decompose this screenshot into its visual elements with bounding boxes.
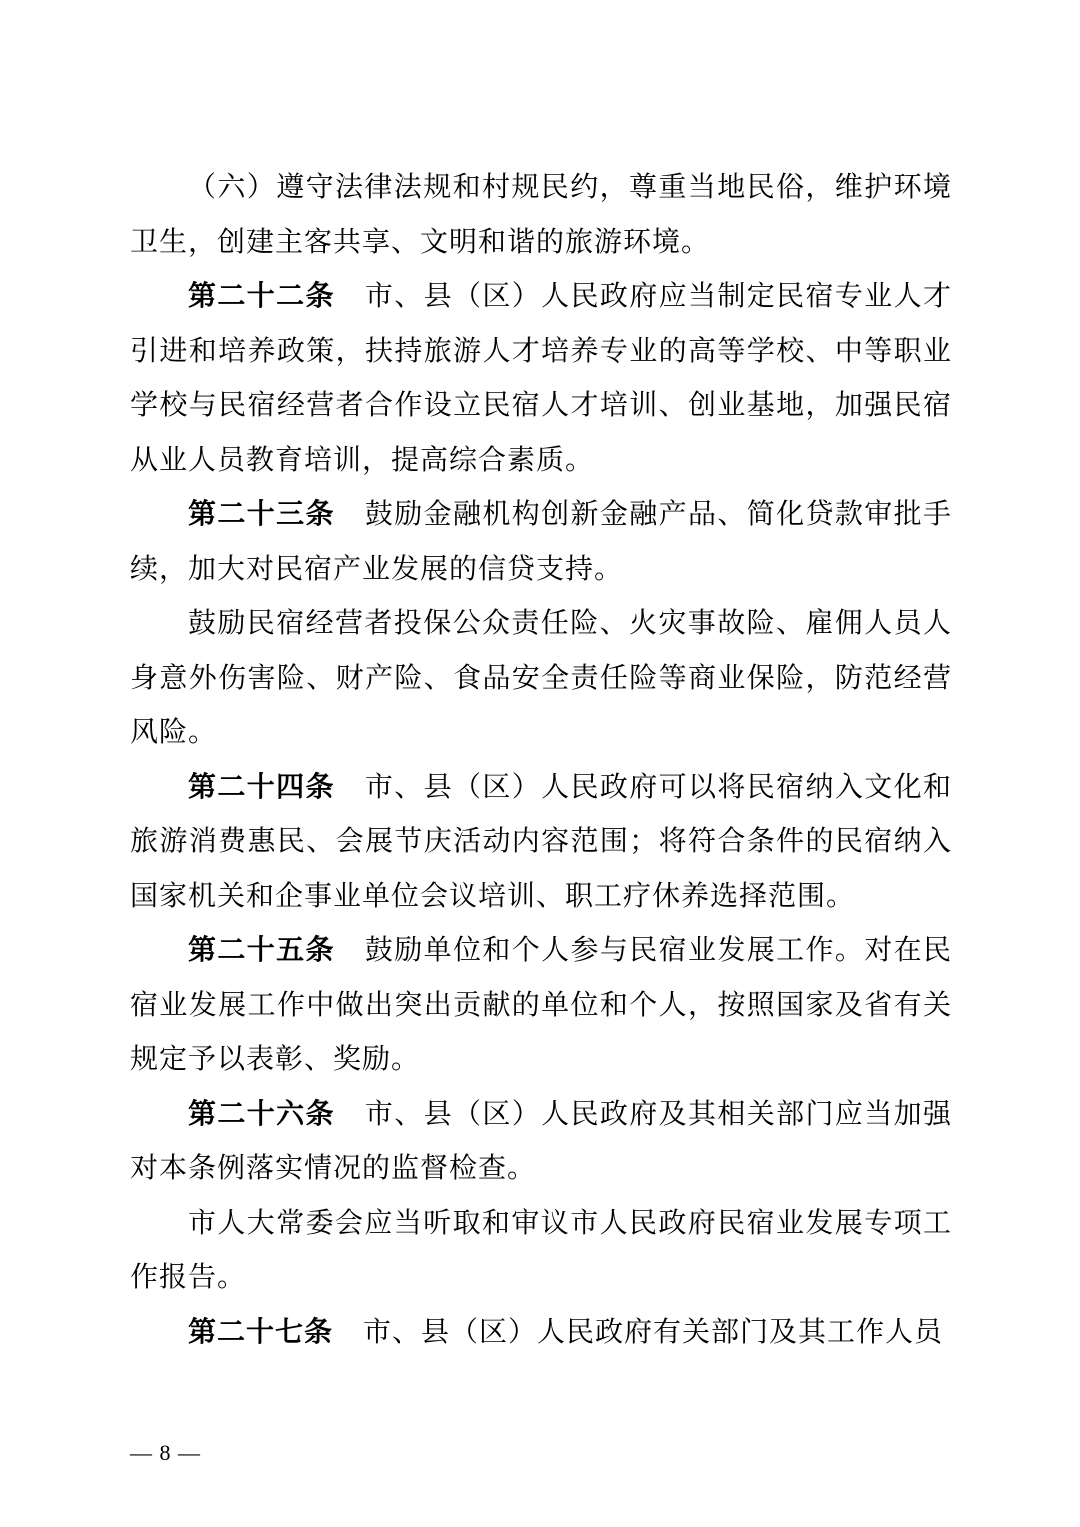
article-22 — [130, 269, 952, 487]
paragraph-text: 鼓励民宿经营者投保公众责任险、火灾事故险、雇佣人员人身意外伤害险、财产险、食品安全责任险等商业保险，防范经营风险。 — [130, 606, 952, 748]
document-body — [130, 160, 952, 1359]
paragraph-item-6 — [130, 160, 952, 269]
article-27 — [130, 1305, 952, 1360]
article-number: 第二十三条 — [188, 497, 335, 530]
page-number: — 8 — — [130, 1440, 201, 1465]
article-text: 市、县（区）人民政府有关部门及其工作人员 — [363, 1314, 944, 1348]
article-number: 第二十五条 — [188, 933, 335, 966]
article-text: 鼓励单位和个人参与民宿业发展工作。对在民宿业发展工作中做出突出贡献的单位和个人，按照国家及省有关规定予以表彰、奖励。 — [130, 933, 952, 1075]
article-number: 第二十七条 — [188, 1314, 334, 1348]
article-text: 市、县（区）人民政府及其相关部门应当加强对本条例落实情况的监督检查。 — [130, 1096, 952, 1184]
article-23 — [130, 487, 952, 596]
article-number: 第二十四条 — [188, 769, 335, 803]
article-text: 鼓励金融机构创新金融产品、简化贷款审批手续，加大对民宿产业发展的信贷支持。 — [130, 497, 952, 585]
article-text: 市、县（区）人民政府可以将民宿纳入文化和旅游消费惠民、会展节庆活动内容范围；将符合条件的民宿纳入国家机关和企事业单位会议培训、职工疗休养选择范围。 — [130, 769, 952, 912]
paragraph-text: 市人大常委会应当听取和审议市人民政府民宿业发展专项工作报告。 — [130, 1205, 952, 1293]
article-text: 市、县（区）人民政府应当制定民宿专业人才引进和培养政策，扶持旅游人才培养专业的高等学校、中等职业学校与民宿经营者合作设立民宿人才培训、创业基地，加强民宿从业人员教育培训，提高综合素质。 — [130, 279, 952, 476]
paragraph-text: （六）遵守法律法规和村规民约，尊重当地民俗，维护环境卫生，创建主客共享、文明和谐的旅游环境。 — [130, 170, 952, 258]
article-26 — [130, 1087, 952, 1196]
article-number: 第二十六条 — [188, 1096, 335, 1130]
article-25 — [130, 923, 952, 1087]
article-24 — [130, 760, 952, 924]
paragraph-insurance — [130, 596, 952, 760]
article-number: 第二十二条 — [188, 279, 335, 312]
paragraph-standing-committee — [130, 1196, 952, 1305]
